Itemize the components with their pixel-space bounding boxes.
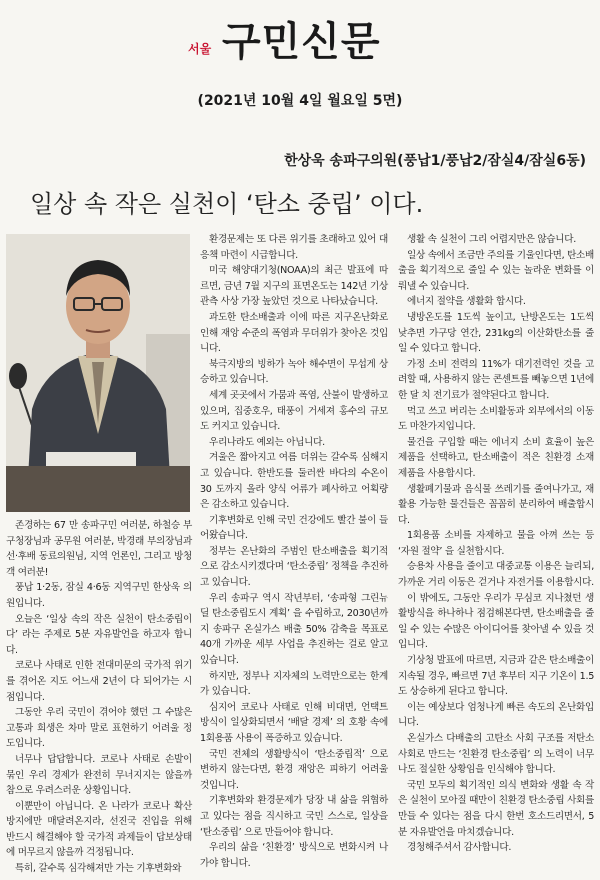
article-paragraph: 겨울은 짧아지고 여름 더위는 갈수록 심해지고 있습니다. 한반도를 둘러싼 바다의 수온이 30 도까지 올라 양식 어류가 폐사하고 어획량은 감소하고 있습니다.: [200, 452, 388, 511]
article-paragraph: 정부는 온난화의 주범인 탄소배출을 획기적으로 감소시키겠다며 ‘탄소중립’ 정책을 추진하고 있습니다.: [200, 545, 388, 589]
article-paragraph: 우리 송파구 역시 작년부터, ‘송파형 그린뉴딜 탄소중립도시 계획’ 을 수립하고, 2030년까지 송파구 온실가스 배출 50% 감축을 목표로 40개 가까운 세부 사업을 추진하는 걸로 알고 있습니다.: [200, 592, 388, 667]
article-paragraph: 경청해주셔서 감사합니다.: [407, 842, 512, 854]
article-paragraph: 세계 곳곳에서 가뭄과 폭염, 산불이 발생하고 있으며, 집중호우, 태풍이 거세져 홍수의 규모도 커지고 있습니다.: [200, 389, 388, 433]
article-paragraph: 우리의 삶을 ‘친환경’ 방식으로 변화시켜 나가야 합니다.: [200, 842, 388, 869]
article-column-1: [6, 518, 192, 877]
article-column-2: [200, 232, 388, 871]
article-paragraph: 심지어 코로나 사태로 인해 비대면, 언택트 방식이 일상화되면서 ‘배달 경제’ 의 호황 속에 1회용품 사용이 폭증하고 있습니다.: [200, 701, 388, 744]
article-paragraph: 과도한 탄소배출과 이에 따른 지구온난화로 인해 재앙 수준의 폭염과 무더위가 찾아온 것입니다.: [200, 311, 388, 355]
article-column-3: [398, 232, 594, 856]
newspaper-logo: 구민신문: [222, 18, 381, 65]
article-paragraph: 이는 예상보다 엄청나게 빠른 속도의 온난화입니다.: [398, 701, 594, 729]
masthead: [0, 16, 600, 68]
article-paragraph: 코로나 사태로 인한 전대미문의 국가적 위기를 겪어온 지도 어느새 2년이 다 되어가는 시점입니다.: [6, 660, 192, 703]
article-paragraph: 너무나 답답합니다. 코로나 사태로 손발이 묶인 우리 경제가 완전히 무너지지는 않을까 참으로 우려스러운 상황입니다.: [6, 753, 192, 797]
masthead-region-label: 서울: [188, 42, 212, 56]
article-paragraph: 존경하는 67 만 송파구민 여러분, 하철승 부구청장님과 공무원 여러분, 박경래 부의장님과 선·후배 동료의원님, 지역 언론인, 그리고 방청객 여러분!: [6, 520, 192, 578]
dateline: (2021년 10월 4일 월요일 5면): [197, 93, 403, 109]
headline: 일상 속 작은 실천이 ‘탄소 중립’ 이다.: [30, 190, 424, 218]
article-paragraph: 기후변화와 환경문제가 당장 내 삶을 위협하고 있다는 점을 직시하고 국민 스스로, 일상을 ‘탄소중립’ 으로 만들어야 합니다.: [200, 795, 388, 838]
article-paragraph: 생활폐기물과 음식물 쓰레기를 줄여나가고, 재활용 가능한 물건들은 꼼꼼히 분리하여 배출합시다.: [398, 483, 594, 526]
article-paragraph: 온실가스 다배출의 고탄소 사회 구조를 저탄소 사회로 만드는 ‘친환경 탄소중립’ 의 노력이 너무나도 절실한 상황임을 인식해야 합니다.: [398, 733, 594, 776]
article-paragraph: 승용차 사용을 줄이고 대중교통 이용은 늘리되, 가까운 거리 이동은 걷거나 자전거를 이용합시다.: [398, 561, 594, 589]
article-paragraph: 그동안 우리 국민이 겪어야 했던 그 수많은 고통과 희생은 차마 말로 표현하기 어려울 정도입니다.: [6, 707, 192, 750]
article-paragraph: 이뿐만이 아닙니다. 온 나라가 코로나 확산 방지에만 매달려온지라, 선진국 진입을 위해 반드시 해결해야 할 국가적 과제들이 답보상태에 머무르지 않을까 걱정됩니다.: [6, 800, 192, 859]
article-paragraph: 생활 속 실천이 그리 어렵지만은 않습니다.: [407, 234, 576, 245]
article-paragraph: 특히, 갈수록 심각해져만 가는 기후변화와: [15, 863, 182, 875]
byline: 한상욱 송파구의원(풍납1/풍납2/잠실4/잠실6동): [284, 153, 586, 169]
article-paragraph: 물건을 구입할 때는 에너지 소비 효율이 높은 제품을 선택하고, 탄소배출이 적은 친환경 소재 제품을 사용합시다.: [398, 436, 594, 479]
article-paragraph: 냉방온도를 1도씩 높이고, 난방온도는 1도씩 낮추면 가구당 연간, 231kg의 이산화탄소를 줄일 수 있다고 합니다.: [398, 311, 594, 355]
article-paragraph: 이 밖에도, 그동안 우리가 무심코 지나쳤던 생활방식을 하나하나 점검해본다면, 탄소배출을 줄일 수 있는 수많은 아이디어를 찾아낼 수 있을 것입니다.: [398, 592, 594, 651]
article-paragraph: 일상 속에서 조금만 주의를 기울인다면, 탄소배출을 획기적으로 줄일 수 있는 놀라운 변화를 이뤄낼 수 있습니다.: [398, 249, 594, 292]
article-paragraph: 가정 소비 전력의 11%가 대기전력인 것을 고려할 때, 사용하지 않는 콘센트를 빼놓으면 1년에 한 달 치 전기료가 절약된다고 합니다.: [398, 358, 594, 401]
article-paragraph: 환경문제는 또 다른 위기를 초래하고 있어 대응책 마련이 시급합니다.: [200, 234, 388, 261]
article-paragraph: 에너지 절약을 생활화 합시다.: [407, 296, 526, 308]
article-paragraph: 기후변화로 인해 국민 건강에도 빨간 불이 들어왔습니다.: [200, 514, 388, 542]
article-paragraph: 우리나라도 예외는 아닙니다.: [209, 436, 325, 448]
article-paragraph: 국민 전체의 생활방식이 ‘탄소중립적’ 으로 변하지 않는다면, 환경 재앙은 피하기 어려울 것입니다.: [200, 748, 388, 791]
article-paragraph: 풍납 1·2동, 잠실 4·6동 지역구민 한상욱 의원입니다.: [6, 582, 192, 609]
article-paragraph: 먹고 쓰고 버리는 소비활동과 외부에서의 이동도 마찬가지입니다.: [398, 405, 594, 433]
article-paragraph: 북극지방의 빙하가 녹아 해수면이 무섭게 상승하고 있습니다.: [200, 358, 388, 386]
article-paragraph: 기상청 발표에 따르면, 지금과 같은 탄소배출이 지속될 경우, 빠르면 7년 후부터 지구 기온이 1.5도 상승하게 된다고 합니다.: [398, 655, 594, 698]
article-paragraph: 하지만, 정부나 지자체의 노력만으로는 한계가 있습니다.: [200, 670, 388, 698]
article-paragraph: 1회용품 소비를 자제하고 물을 아껴 쓰는 등 ‘자원 절약’ 을 실천합시다.: [398, 530, 594, 557]
article-paragraph: 미국 해양대기청(NOAA)의 최근 발표에 따르면, 금년 7월 지구의 표면온도는 142년 기상관측 사상 가장 높았던 것으로 나타났습니다.: [200, 265, 388, 308]
article-paragraph: 국민 모두의 획기적인 의식 변화와 생활 속 작은 실천이 모아질 때만이 친환경 탄소중립 사회를 만들 수 있다는 점을 다시 한번 호소드리면서, 5분 자유발언을 마치겠습니다.: [398, 779, 594, 838]
speaker-photo: [6, 234, 190, 512]
article-paragraph: 오늘은 ‘일상 속의 작은 실천이 탄소중립이다’ 라는 주제로 5분 자유발언을 하고자 합니다.: [6, 613, 192, 656]
